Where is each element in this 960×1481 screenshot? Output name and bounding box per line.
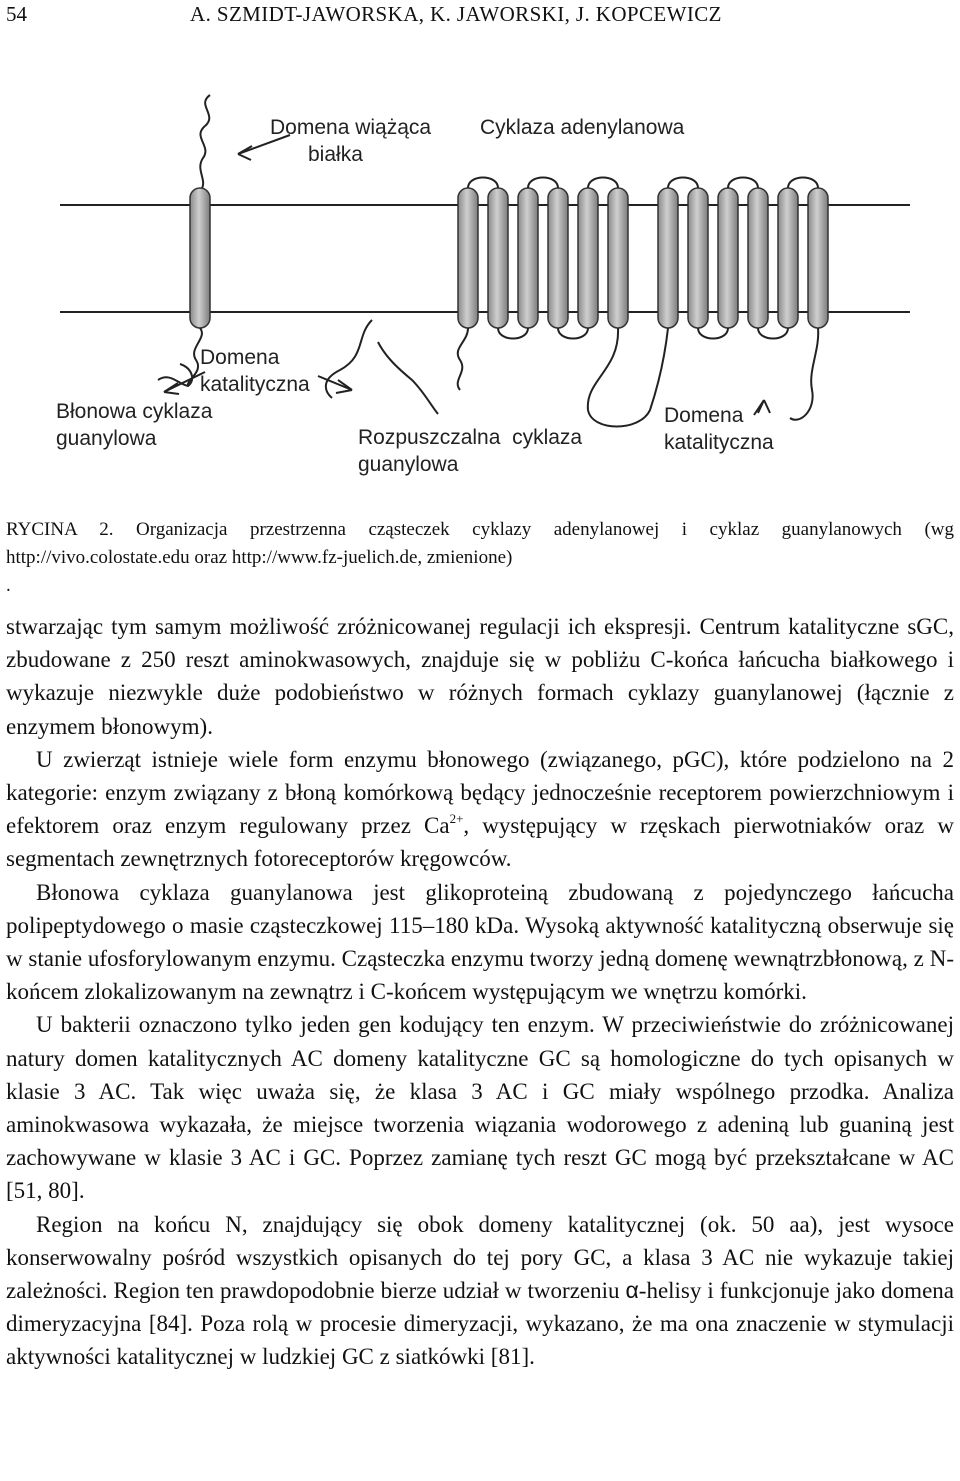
arrow-catalytic-right bbox=[318, 376, 352, 390]
membrane-guanylate-cyclase bbox=[158, 95, 210, 386]
ac-helix-10 bbox=[748, 188, 768, 328]
label-catalytic-right-line2: katalityczna bbox=[664, 431, 774, 454]
ac-helix-6 bbox=[608, 188, 628, 328]
body-text bbox=[6, 610, 954, 1374]
soluble-guanylate-cyclase bbox=[326, 320, 438, 414]
ac-helix-12 bbox=[808, 188, 828, 328]
ac-helix-11 bbox=[778, 188, 798, 328]
label-adenylate-cyclase: Cyklaza adenylanowa bbox=[480, 116, 685, 139]
ac-helix-9 bbox=[718, 188, 738, 328]
paragraph-1: stwarzając tym samym możliwość zróżnicowanej regulacji ich ekspresji. Centrum katalityczne sGC, zbudowane z 250 reszt aminokwasowych, znajduje się w pobliżu C-końca łańcucha białkowego i wykazuje niezwykle duże podobieństwo w różnych formach cyklazy guanylanowej (łącznie z enzymem błonowym). bbox=[6, 614, 954, 739]
catalytic-squiggle-left bbox=[158, 364, 192, 386]
ac-helix-1 bbox=[458, 188, 478, 328]
paragraph-5 bbox=[6, 1208, 954, 1374]
paragraph-2 bbox=[6, 743, 954, 876]
label-binding-domain bbox=[270, 114, 431, 168]
ac-helix-7 bbox=[658, 188, 678, 328]
label-catalytic-domain-left bbox=[200, 344, 310, 398]
figure-caption bbox=[6, 516, 954, 600]
paragraph-5-part2: -helisy i funkcjonuje jako domena dimeryzacyjna [84]. Poza rolą w procesie dimeryzacji, wykazano, że ma ona znaczenie w stymulacji aktywności katalitycznej w ludzkiej GC z siatkówki [81]. bbox=[6, 1278, 954, 1370]
ac-c-terminus bbox=[790, 328, 818, 420]
label-catalytic-left-line1: Domena bbox=[200, 346, 280, 369]
label-soluble-gc-line1: Rozpuszczalna cyklaza bbox=[358, 426, 583, 449]
paragraph-4: U bakterii oznaczono tylko jeden gen kodujący ten enzym. W przeciwieństwie do zróżnicowanej natury domen katalitycznych AC domeny katalityczne GC są homologiczne do tych opisanych w klasie 3 AC. Tak więc uważa się, że klasa 3 AC i GC miały wspólnego przodka. Analiza aminokwasowa wykazała, że miejsce tworzenia wiązania wodorowego z adeniną lub guaniną jest zachowywane w klasie 3 AC i GC. Poprzez zamianę tych reszt GC mogą być przekształcane w AC [51, 80]. bbox=[6, 1012, 954, 1204]
ac-n-terminus bbox=[458, 328, 468, 390]
label-soluble-guanylate-cyclase bbox=[358, 424, 582, 478]
label-membrane-guanylate-cyclase bbox=[56, 398, 212, 452]
label-membrane-gc-line1: Błonowa cyklaza bbox=[56, 400, 213, 423]
paragraph-3: Błonowa cyklaza guanylanowa jest glikoproteiną zbudowaną z pojedynczego łańcucha polipeptydowego o masie cząsteczkowej 115–180 kDa. Wysoką aktywność katalityczną obserwuje się w stanie ufosforylowanym enzymu. Cząsteczka enzymu tworzy jedną domenę wewnątrzbłonową, z N-końcem zlokalizowanym na zewnątrz i C-końcem występującym we wnętrzu komórki. bbox=[6, 879, 954, 1005]
paragraph-2-part1: U zwierząt istnieje wiele form enzymu błonowego (związanego, pGC), które podzielono na 2 kategorie: enzym związany z błoną komórkową będący jednocześnie receptorem powierzchniowym i efektorem oraz enzym regulowany przez Ca bbox=[6, 746, 954, 839]
label-catalytic-left-line2: katalityczna bbox=[200, 373, 310, 396]
binding-domain-chain bbox=[200, 95, 210, 190]
label-binding-domain-line2: białka bbox=[308, 143, 363, 166]
label-catalytic-domain-right bbox=[664, 402, 774, 456]
label-soluble-gc-line2: guanylowa bbox=[358, 453, 459, 476]
label-binding-domain-line1: Domena wiążąca bbox=[270, 116, 432, 139]
paragraph-2-part2: , występujący w rzęskach pierwotniaków oraz w segmentach zewnętrznych fotoreceptorów kręgowców. bbox=[6, 813, 954, 872]
ac-helix-4 bbox=[548, 188, 568, 328]
alpha-symbol: α bbox=[625, 1277, 639, 1304]
running-head: A. SZMIDT-JAWORSKA, K. JAWORSKI, J. KOPCEWICZ bbox=[190, 2, 722, 26]
page-number: 54 bbox=[6, 2, 27, 26]
page-header bbox=[0, 0, 960, 28]
adenylate-cyclase bbox=[458, 188, 828, 328]
figure-cyclase-organization bbox=[0, 80, 960, 500]
ac-helix-5 bbox=[578, 188, 598, 328]
ac-helix-3 bbox=[518, 188, 538, 328]
caption-text: RYCINA 2. Organizacja przestrzenna cząsteczek cyklazy adenylanowej i cyklaz guanylanowych (wg http://vivo.colostate.edu oraz http://www.fz-juelich.de, zmienione) bbox=[6, 519, 954, 568]
ac-helix-2 bbox=[488, 188, 508, 328]
calcium-superscript: 2+ bbox=[449, 811, 464, 827]
caption-dot: . bbox=[6, 575, 11, 596]
soluble-chain-1 bbox=[326, 320, 372, 398]
soluble-chain-2 bbox=[378, 342, 438, 414]
ac-cytoplasmic-loop bbox=[588, 328, 668, 427]
ac-helix-8 bbox=[688, 188, 708, 328]
label-membrane-gc-line2: guanylowa bbox=[56, 427, 157, 450]
transmembrane-helix bbox=[190, 188, 210, 328]
paragraph-5-part1: Region na końcu N, znajdujący się obok domeny katalitycznej (ok. 50 aa), jest wysoce konserwowalny pośród wszystkich opisanych do tej pory GC, a klasa 3 AC nie wykazuje takiej zależności. Region ten prawdopodobnie bierze udział w tworzeniu bbox=[6, 1211, 954, 1304]
label-catalytic-right-line1: Domena bbox=[664, 404, 744, 427]
